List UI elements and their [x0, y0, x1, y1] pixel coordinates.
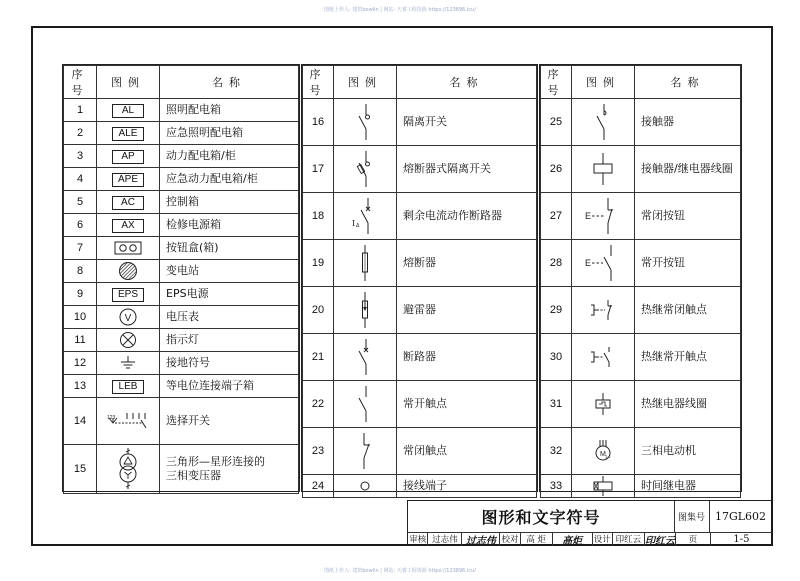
row-name: 常闭触点 [397, 428, 537, 475]
row-no: 3 [64, 145, 97, 168]
row-name: 按钮盒(箱) [160, 237, 299, 260]
box-label-symbol: LEB [112, 380, 144, 394]
row-no: 17 [303, 146, 334, 193]
row-name: EPS电源 [160, 283, 299, 306]
row-name: 检修电源箱 [160, 214, 299, 237]
no-button-icon [572, 240, 635, 287]
header-symbol: 图例 [334, 66, 397, 99]
table-row [303, 475, 537, 498]
checker-name: 高 炬 [521, 532, 553, 546]
selector-switch-icon [97, 398, 160, 445]
table-row [64, 398, 299, 445]
row-no: 6 [64, 214, 97, 237]
row-no: 11 [64, 329, 97, 352]
designer-name: 印红云 [613, 532, 645, 546]
table-row [303, 334, 537, 381]
svg-text:M: M [600, 451, 606, 458]
atlas-number-label: 图集号 [674, 501, 710, 533]
page-number: 1-5 [733, 533, 750, 545]
symbol-table-column-3 [539, 64, 742, 492]
table-row [303, 287, 537, 334]
row-no: 26 [541, 146, 572, 193]
row-name: 常开按钮 [635, 240, 741, 287]
box-label-symbol: ALE [112, 127, 144, 141]
box-label-symbol: AP [112, 150, 144, 164]
header-no: 序号 [303, 66, 334, 99]
row-no: 16 [303, 99, 334, 146]
time-relay-icon [572, 475, 635, 498]
row-name: 电压表 [160, 306, 299, 329]
header-name: 名称 [397, 66, 537, 99]
table-row [64, 445, 299, 494]
contactor-icon [572, 99, 635, 146]
header-symbol: 图例 [572, 66, 635, 99]
table-row [64, 260, 299, 283]
row-no: 29 [541, 287, 572, 334]
row-name: 剩余电流动作断路器 [397, 193, 537, 240]
table-row [64, 352, 299, 375]
row-name: 应急照明配电箱 [160, 122, 299, 145]
row-no: 21 [303, 334, 334, 381]
row-name: 动力配电箱/柜 [160, 145, 299, 168]
row-name: 等电位连接端子箱 [160, 375, 299, 398]
header-name: 名称 [635, 66, 741, 99]
thermal-no-icon [572, 334, 635, 381]
table-row [541, 381, 741, 428]
row-name: 热继常闭触点 [635, 287, 741, 334]
surge-arrester-icon [334, 287, 397, 334]
header-no: 序号 [64, 66, 97, 99]
row-name: 接线端子 [397, 475, 537, 498]
row-name: 热继电器线圈 [635, 381, 741, 428]
fuse-icon [334, 240, 397, 287]
row-no: 13 [64, 375, 97, 398]
check-label: 校对 [500, 532, 520, 546]
row-no: 2 [64, 122, 97, 145]
box-label-symbol: EPS [112, 288, 144, 302]
signature-row [408, 532, 772, 546]
row-no: 19 [303, 240, 334, 287]
row-no: 7 [64, 237, 97, 260]
header-no: 序号 [541, 66, 572, 99]
row-no: 5 [64, 191, 97, 214]
row-no: 9 [64, 283, 97, 306]
row-no: 31 [541, 381, 572, 428]
row-name: 应急动力配电箱/柜 [160, 168, 299, 191]
row-no: 14 [64, 398, 97, 445]
row-name: 热继常开触点 [635, 334, 741, 381]
table-row [64, 168, 299, 191]
svg-text:I: I [352, 219, 356, 228]
table-row [541, 475, 741, 498]
box-label-symbol: AX [112, 219, 144, 233]
table-row [541, 240, 741, 287]
table-row [64, 122, 299, 145]
coil-icon [572, 146, 635, 193]
row-name: 避雷器 [397, 287, 537, 334]
table-row [541, 428, 741, 475]
row-no: 22 [303, 381, 334, 428]
table-row [64, 99, 299, 122]
symbol-table-column-1 [62, 64, 300, 492]
row-name: 熔断器 [397, 240, 537, 287]
row-name: 选择开关 [160, 398, 299, 445]
svg-text:123: 123 [107, 415, 116, 421]
row-no: 20 [303, 287, 334, 334]
checker-signature: 高炬 [553, 532, 593, 546]
table-row [64, 237, 299, 260]
row-name: 常闭按钮 [635, 193, 741, 240]
watermark-bottom: 图纸上传人: 建筑bowlin | 网站: 天睿工程资源 https://123896.icu/ [324, 568, 476, 574]
designer-signature: 印红云 [645, 532, 676, 546]
row-no: 27 [541, 193, 572, 240]
svg-text:E: E [585, 258, 592, 268]
svg-text:Δ: Δ [356, 223, 360, 229]
table-row [303, 381, 537, 428]
table-row [64, 145, 299, 168]
row-no: 1 [64, 99, 97, 122]
row-no: 18 [303, 193, 334, 240]
row-no: 8 [64, 260, 97, 283]
page-label: 页 [676, 532, 711, 546]
table-row [64, 191, 299, 214]
drawing-title: 图形和文字符号 [408, 501, 675, 533]
row-name: 断路器 [397, 334, 537, 381]
table-row [64, 214, 299, 237]
row-no: 32 [541, 428, 572, 475]
transformer-icon [97, 445, 160, 494]
title-block [407, 500, 773, 546]
row-name: 常开触点 [397, 381, 537, 428]
table-row [303, 99, 537, 146]
row-no: 10 [64, 306, 97, 329]
table-row [541, 334, 741, 381]
thermal-nc-icon [572, 287, 635, 334]
design-label: 设计 [593, 532, 613, 546]
table-row [64, 306, 299, 329]
box-label-symbol: AC [112, 196, 144, 210]
no-contact-icon [334, 381, 397, 428]
row-name: 指示灯 [160, 329, 299, 352]
box-label-symbol: APE [112, 173, 144, 187]
voltmeter-icon [97, 306, 160, 329]
disconnector-icon [334, 99, 397, 146]
table-row [303, 428, 537, 475]
table-row [541, 193, 741, 240]
row-no: 4 [64, 168, 97, 191]
row-name: 接触器/继电器线圈 [635, 146, 741, 193]
table-row [64, 375, 299, 398]
row-no: 25 [541, 99, 572, 146]
indicator-lamp-icon [97, 329, 160, 352]
svg-text:3~: 3~ [605, 455, 611, 460]
table-row [303, 240, 537, 287]
row-no: 28 [541, 240, 572, 287]
ground-icon [97, 352, 160, 375]
thermal-coil-icon [572, 381, 635, 428]
row-name: 三相电动机 [635, 428, 741, 475]
table-row [64, 283, 299, 306]
review-label: 审核 [408, 532, 428, 546]
row-name: 熔断器式隔离开关 [397, 146, 537, 193]
table-row [64, 329, 299, 352]
row-no: 33 [541, 475, 572, 498]
row-name: 隔离开关 [397, 99, 537, 146]
rcd-breaker-icon [334, 193, 397, 240]
row-no: 30 [541, 334, 572, 381]
table-row [541, 146, 741, 193]
row-no: 15 [64, 445, 97, 494]
terminal-icon [334, 475, 397, 498]
symbol-table-column-2 [301, 64, 538, 492]
header-name: 名称 [160, 66, 299, 99]
fuse-disconnector-icon [334, 146, 397, 193]
table-row [541, 99, 741, 146]
svg-text:E: E [585, 211, 592, 221]
row-no: 12 [64, 352, 97, 375]
row-name: 变电站 [160, 260, 299, 283]
nc-contact-icon [334, 428, 397, 475]
motor-icon [572, 428, 635, 475]
watermark-top: 图纸上传人: 建筑bowlin | 网站: 天睿工程资源 https://123896.icu/ [324, 7, 476, 13]
nc-button-icon [572, 193, 635, 240]
reviewer-signature: 过志伟 [462, 532, 500, 546]
table-row [303, 193, 537, 240]
row-name: 照明配电箱 [160, 99, 299, 122]
header-symbol: 图例 [97, 66, 160, 99]
row-name: 接地符号 [160, 352, 299, 375]
row-no: 24 [303, 475, 334, 498]
reviewer-name: 过志伟 [428, 532, 462, 546]
hatched-circle-icon [97, 260, 160, 283]
row-no: 23 [303, 428, 334, 475]
atlas-number-value: 17GL602 [709, 501, 772, 533]
button-box-icon [97, 237, 160, 260]
row-name: 时间继电器 [635, 475, 741, 498]
row-name: 三角形—星形连接的 三相变压器 [160, 445, 299, 494]
row-name: 控制箱 [160, 191, 299, 214]
table-row [541, 287, 741, 334]
svg-text:V: V [124, 313, 132, 324]
box-label-symbol: AL [112, 104, 144, 118]
circuit-breaker-icon [334, 334, 397, 381]
row-name: 接触器 [635, 99, 741, 146]
table-row [303, 146, 537, 193]
